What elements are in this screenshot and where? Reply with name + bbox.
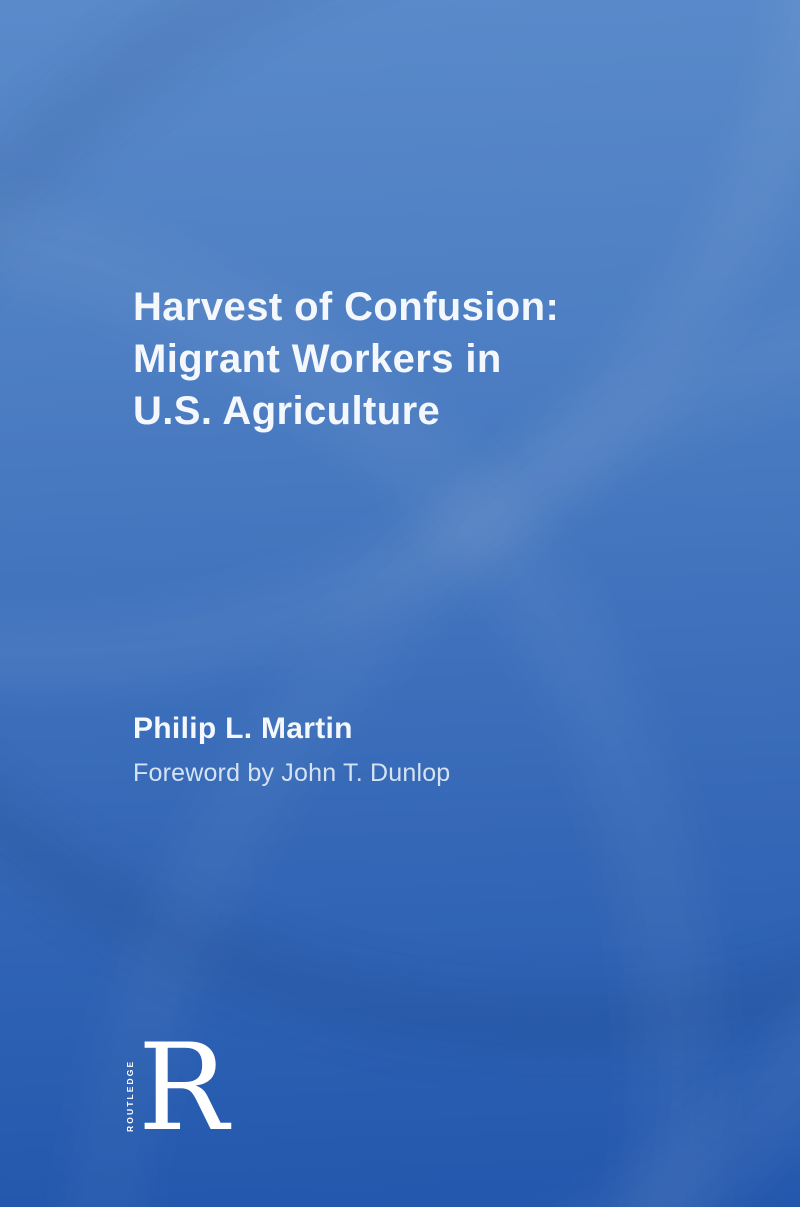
book-title-line-3: U.S. Agriculture xyxy=(133,389,441,433)
book-title-line-1: Harvest of Confusion: xyxy=(133,285,560,329)
routledge-logo-r-letter: R xyxy=(138,1019,229,1158)
book-title-line-2: Migrant Workers in xyxy=(133,337,502,381)
author-name: Philip L. Martin xyxy=(133,712,353,745)
routledge-logo-vertical-text: ROUTLEDGE xyxy=(125,1059,135,1132)
foreword-credit: Foreword by John T. Dunlop xyxy=(133,759,451,787)
book-title xyxy=(133,281,559,437)
